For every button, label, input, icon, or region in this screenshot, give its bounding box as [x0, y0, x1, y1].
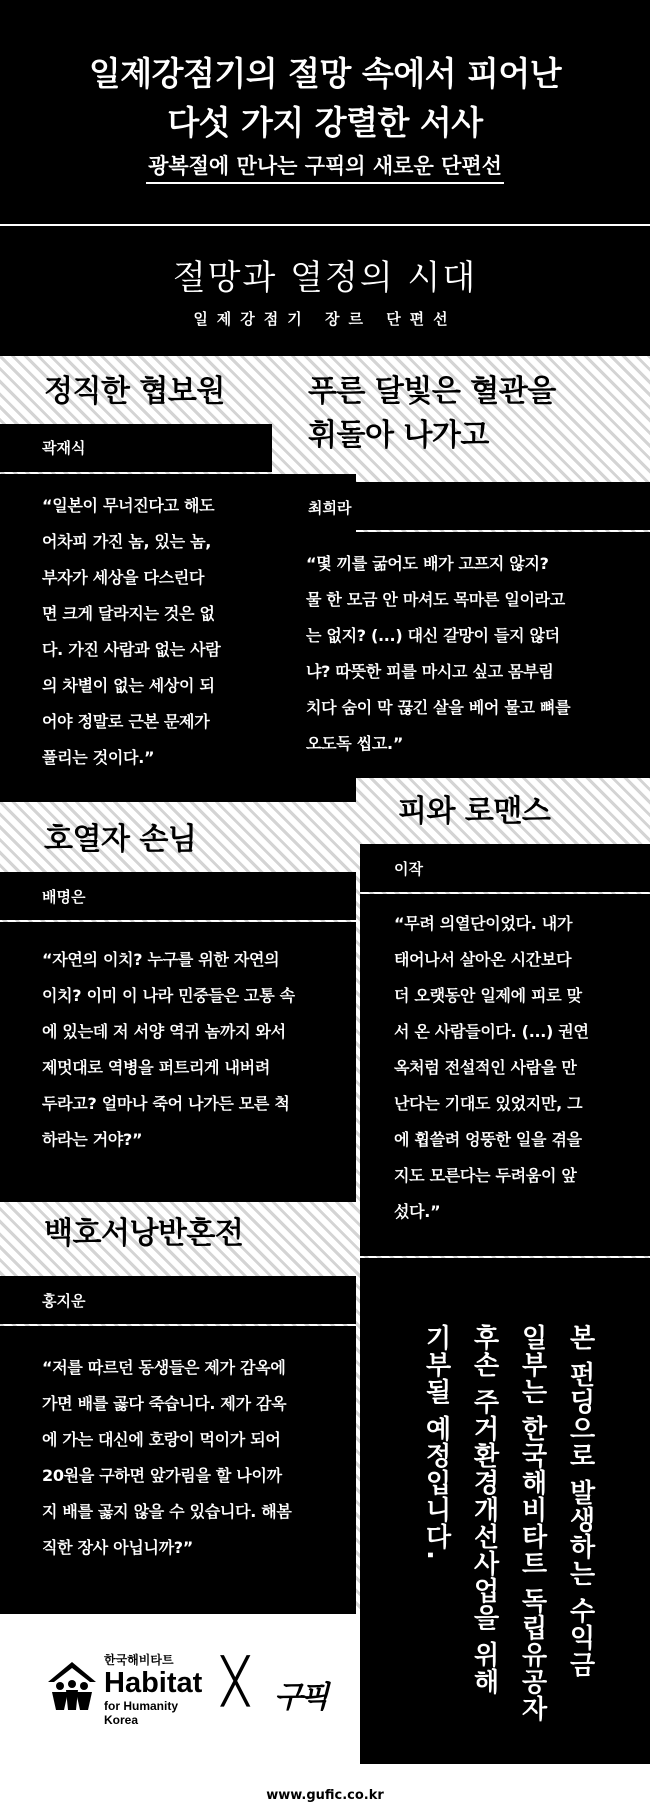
story-4-author: 이작: [394, 860, 423, 878]
story-5-title: 백호서낭반혼전: [44, 1216, 244, 1251]
story-4-author-bar: [360, 844, 650, 892]
donation-panel: [360, 1258, 650, 1819]
story-2-quote: “몇 끼를 굶어도 배가 고프지 않지? 물 한 모금 안 마셔도 목마른 일이라고 는 없지? (...) 대신 갈망이 들지 않더 냐? 따뜻한 피를 마시고 싶고 몸부림 치다 숨이 막 끊긴 살을 베어 물고 뼈를 오도독 씹고.”: [306, 554, 571, 753]
header-title-line1: 일제강점기의 절망 속에서 피어난: [88, 54, 562, 93]
habitat-name: Habitat: [104, 1667, 203, 1699]
footer-url-bar: [0, 1764, 650, 1819]
habitat-for-humanity: for Humanity: [104, 1699, 179, 1713]
website-url[interactable]: www.gufic.co.kr: [266, 1788, 384, 1803]
story-2-title-line1: 푸른 달빛은 혈관을: [308, 374, 556, 409]
story-1-quote: “일본이 무너진다고 해도 어차피 가진 놈, 있는 놈, 부자가 세상을 다스린다 면 크게 달라지는 것은 없 다. 가진 사람과 없는 사람 의 차별이 없는 세상이 되 어야 정말로 근본 문제가 풀리는 것이다.”: [42, 496, 221, 767]
story-5-author: 홍지운: [42, 1292, 86, 1310]
story-1-author: 곽재식: [42, 439, 86, 457]
story-4-title: 피와 로맨스: [398, 794, 551, 829]
story-5-author-bar: [0, 1276, 356, 1324]
section-heading: [0, 224, 650, 358]
habitat-logo: [46, 1650, 216, 1730]
header-subtitle-text: 광복절에 만나는 구픽의 새로운 단편선: [146, 154, 504, 184]
story-2-author: 최희라: [308, 499, 352, 517]
story-1-title: 정직한 협보원: [44, 374, 225, 409]
habitat-korean-name: 한국해비타트: [104, 1653, 174, 1667]
header-title-line2: 다섯 가지 강렬한 서사: [167, 103, 483, 142]
story-5-quote-box: [0, 1326, 356, 1614]
story-3-author: 배명은: [42, 888, 86, 906]
story-3-author-bar: [0, 872, 356, 920]
gupic-logo: 구픽: [274, 1680, 326, 1715]
donation-note: 본 펀딩으로 발생하는 수익금 일부는 한국해비타트 독립유공자 후손 주거환경개선사업을 위해 기부될 예정입니다.: [421, 1324, 595, 1723]
story-3-quote-box: [0, 922, 356, 1202]
story-2-title-line2: 휘돌아 나가고: [308, 418, 489, 453]
header: [0, 0, 650, 225]
section-title: 절망과 열정의 시대: [172, 258, 478, 298]
story-2-title: [308, 370, 556, 458]
story-5-quote: “저를 따르던 동생들은 제가 감옥에 가면 배를 곯다 죽습니다. 제가 감옥 에 가는 대신에 호랑이 먹이가 되어 20원을 구하면 앞가림을 할 나이까 지 배를 곯지 않을 수 있습니다. 해봄 직한 장사 아닙니까?”: [42, 1358, 292, 1557]
story-3-title: 호열자 손님: [44, 822, 197, 857]
story-2-quote-box: [274, 532, 650, 778]
story-4-quote: “무려 의열단이었다. 내가 태어나서 살아온 시간보다 더 오랫동안 일제에 피로 맞 서 온 사람들이다. (...) 권연 옥처럼 전설적인 사람을 만 난다는 기대도 있었지만, 그 에 휩쓸려 엉뚱한 일을 겪을 지도 모른다는 두려움이 앞 섰다.”: [394, 914, 589, 1221]
header-subtitle: [0, 150, 650, 180]
story-3-quote: “자연의 이치? 누구를 위한 자연의 이치? 이미 이 나라 민중들은 고통 속 에 있는데 저 서양 역귀 놈까지 와서 제멋대로 역병을 퍼트리게 내버려 두라고? 얼마나 죽어 나가든 모른 척 하라는 거야?”: [42, 950, 295, 1149]
story-4-quote-box: [360, 894, 650, 1256]
footer: [0, 1614, 360, 1764]
habitat-country: Korea: [104, 1713, 139, 1727]
story-2-author-bar: [274, 482, 650, 530]
story-1-author-bar: [0, 424, 272, 472]
section-subtitle: 일제강점기 장르 단편선: [193, 310, 457, 328]
habitat-house-icon: [46, 1660, 98, 1712]
collaboration-x-mark: ╳: [222, 1656, 249, 1707]
